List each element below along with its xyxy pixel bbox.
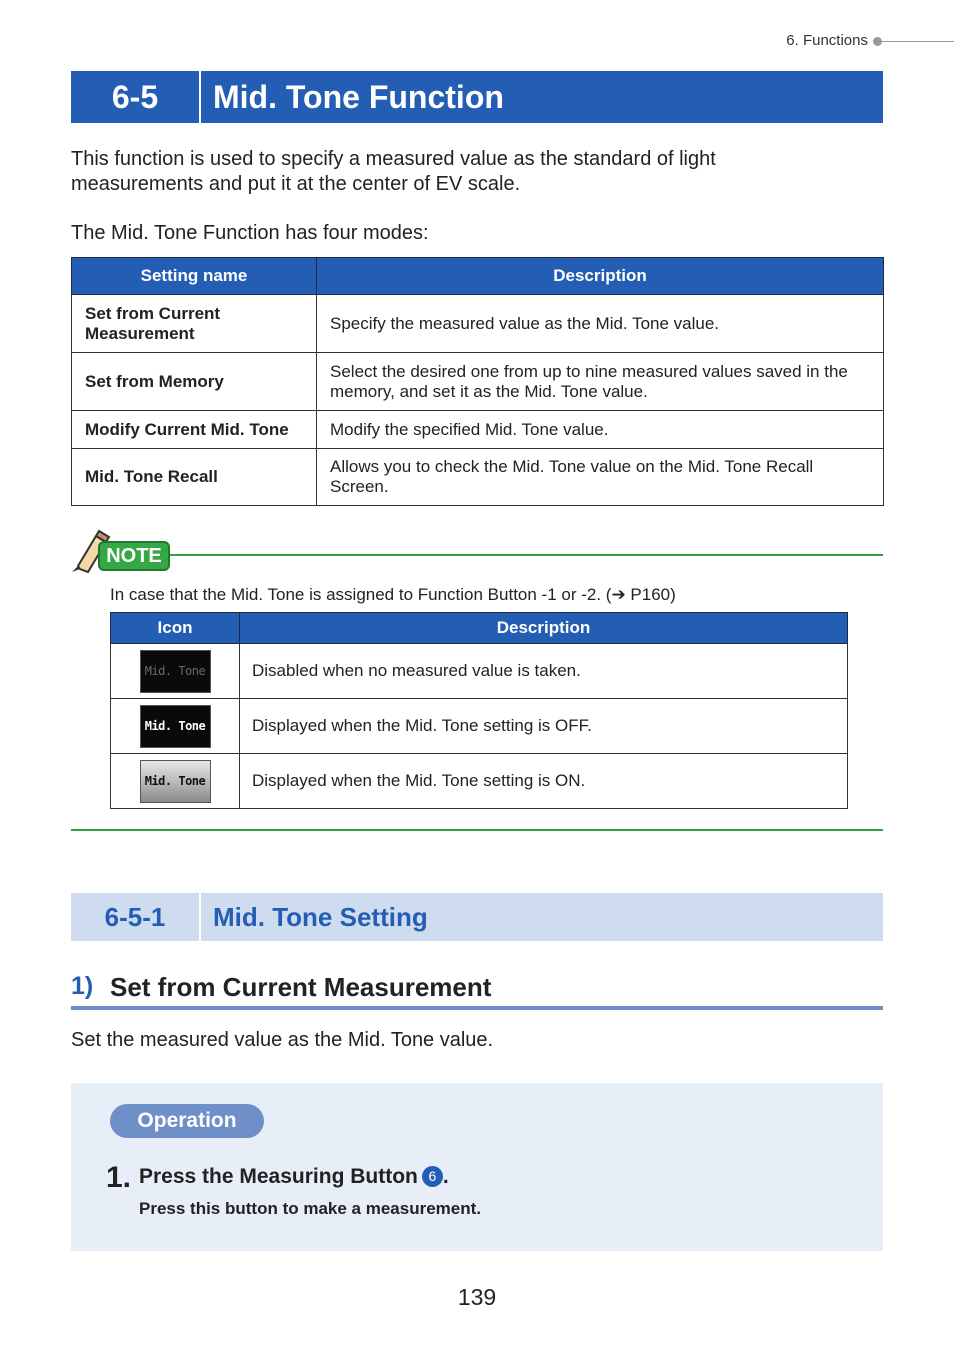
operation-label: Operation <box>110 1104 264 1138</box>
section-number: 6-5 <box>111 79 159 115</box>
table-header-row <box>111 613 848 644</box>
bullet-icon <box>873 37 882 46</box>
setting-description: Allows you to check the Mid. Tone value on the Mid. Tone Recall Screen. <box>317 449 884 506</box>
column-header: Icon <box>111 613 240 644</box>
table-header-row <box>72 258 884 295</box>
setting-name: Mid. Tone Recall <box>72 449 317 506</box>
mid-tone-on-icon: Mid. Tone <box>140 760 211 803</box>
intro-line-1: This function is used to specify a measured value as the standard of light <box>71 148 716 170</box>
modes-intro: The Mid. Tone Function has four modes: <box>71 222 429 244</box>
item-number: 1) <box>71 972 94 1000</box>
note-badge: NOTE <box>98 541 170 571</box>
item-heading <box>71 968 883 1010</box>
table-row <box>72 353 884 411</box>
section-header <box>71 71 883 123</box>
subsection-divider <box>199 893 201 941</box>
section-title: Mid. Tone Function <box>213 79 504 115</box>
icon-cell <box>111 699 240 754</box>
operation-box <box>71 1083 883 1251</box>
setting-description: Modify the specified Mid. Tone value. <box>317 411 884 449</box>
step-detail: Press this button to make a measurement. <box>139 1199 481 1218</box>
setting-description: Specify the measured value as the Mid. Tone value. <box>317 295 884 353</box>
mid-tone-off-icon: Mid. Tone <box>140 705 211 748</box>
step-text <box>139 1165 449 1189</box>
step-end: . <box>442 1165 449 1188</box>
step-number: 1. <box>106 1161 132 1194</box>
table-row <box>111 699 848 754</box>
setting-name: Modify Current Mid. Tone <box>72 411 317 449</box>
step-label: Press the Measuring Button <box>139 1165 418 1188</box>
table-row <box>72 449 884 506</box>
icon-description: Disabled when no measured value is taken. <box>240 644 848 699</box>
button-ref-badge: 6 <box>422 1166 443 1187</box>
table-row <box>72 411 884 449</box>
intro-line-2: measurements and put it at the center of EV scale. <box>71 173 521 195</box>
table-row <box>72 295 884 353</box>
column-header: Description <box>240 613 848 644</box>
mid-tone-disabled-icon: Mid. Tone <box>140 650 211 693</box>
setting-name: Set from Current Measurement <box>72 295 317 353</box>
note-text: In case that the Mid. Tone is assigned to Function Button -1 or -2. (➔ P160) <box>110 585 676 604</box>
setting-description: Select the desired one from up to nine measured values saved in the memory, and set it as the Mid. Tone value. <box>317 353 884 411</box>
icon-table <box>110 612 848 809</box>
subsection-title: Mid. Tone Setting <box>213 902 428 932</box>
header-rule <box>882 41 954 42</box>
section-divider <box>199 71 201 123</box>
item-title: Set from Current Measurement <box>110 972 492 1002</box>
subsection-number: 6-5-1 <box>104 902 166 932</box>
modes-table <box>71 257 884 506</box>
item-text: Set the measured value as the Mid. Tone value. <box>71 1029 494 1051</box>
table-row <box>111 754 848 809</box>
running-header <box>694 31 954 51</box>
running-header-text: 6. Functions <box>786 32 868 49</box>
icon-description: Displayed when the Mid. Tone setting is OFF. <box>240 699 848 754</box>
column-header: Description <box>317 258 884 295</box>
subsection-header <box>71 893 883 941</box>
icon-description: Displayed when the Mid. Tone setting is ON. <box>240 754 848 809</box>
page-number: 139 <box>457 1284 497 1310</box>
table-row <box>111 644 848 699</box>
note-end-rule <box>71 829 883 831</box>
setting-name: Set from Memory <box>72 353 317 411</box>
note-header <box>68 530 883 574</box>
note-rule <box>168 554 883 556</box>
column-header: Setting name <box>72 258 317 295</box>
icon-cell <box>111 644 240 699</box>
icon-cell <box>111 754 240 809</box>
